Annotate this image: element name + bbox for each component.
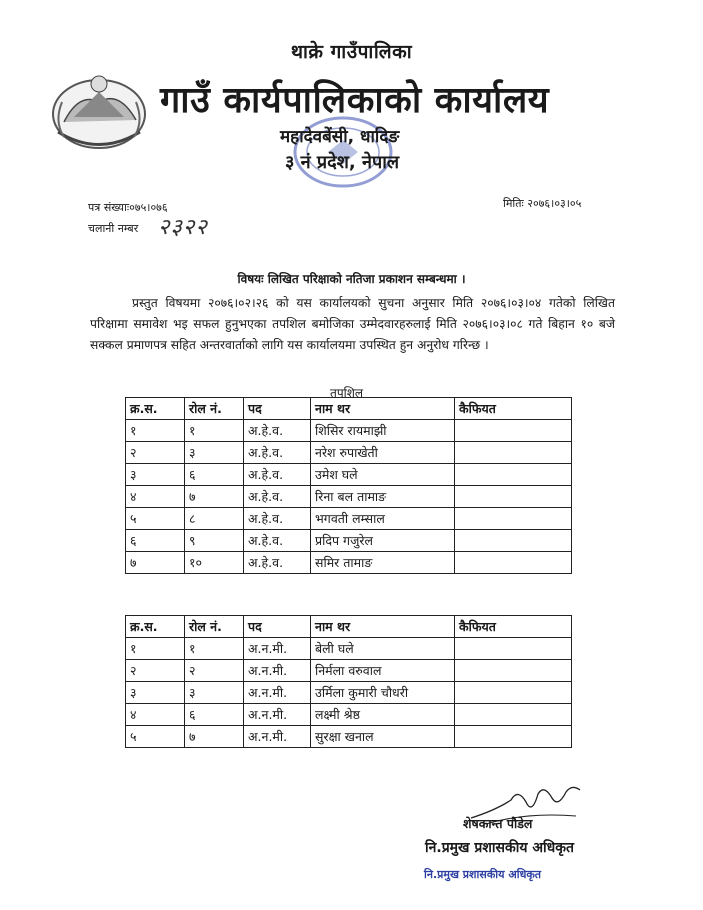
cell-remarks <box>455 420 572 442</box>
table-row <box>126 552 572 574</box>
cell-remarks <box>455 464 572 486</box>
cell-roll: १ <box>185 638 244 660</box>
cell-post: अ.न.मी. <box>244 704 311 726</box>
col-roll: रोल नं. <box>185 398 244 420</box>
cell-roll: ८ <box>185 508 244 530</box>
cell-post: अ.न.मी. <box>244 660 311 682</box>
table-row <box>126 464 572 486</box>
cell-name: समिर तामाङ <box>311 552 455 574</box>
cell-serial: ३ <box>126 464 185 486</box>
col-remarks: कैफियत <box>455 398 572 420</box>
signatory-title: नि.प्रमुख प्रशासकीय अधिकृत <box>425 840 574 856</box>
table-row <box>126 704 572 726</box>
table-row <box>126 442 572 464</box>
table-row <box>126 660 572 682</box>
table-caption: तपशिल <box>330 386 364 400</box>
cell-serial: १ <box>126 638 185 660</box>
cell-post: अ.हे.व. <box>244 442 311 464</box>
cell-serial: ६ <box>126 530 185 552</box>
cell-name: सुरक्षा खनाल <box>311 726 455 748</box>
cell-serial: ५ <box>126 726 185 748</box>
table-row <box>126 638 572 660</box>
municipality-name: थाक्रे गाउँपालिका <box>290 41 413 63</box>
cell-roll: ३ <box>185 682 244 704</box>
cell-name: शिसिर रायमाझी <box>311 420 455 442</box>
cell-post: अ.न.मी. <box>244 682 311 704</box>
cell-remarks <box>455 530 572 552</box>
cell-roll: ७ <box>185 726 244 748</box>
cell-roll: ७ <box>185 486 244 508</box>
table-header-row <box>126 616 572 638</box>
letter-number: पत्र संख्याः०७५।०७६ <box>88 201 168 214</box>
cell-roll: ६ <box>185 704 244 726</box>
cell-remarks <box>455 660 572 682</box>
results-table-ahew <box>125 397 572 574</box>
cell-name: प्रदिप गजुरेल <box>311 530 455 552</box>
cell-serial: १ <box>126 420 185 442</box>
table-header-row <box>126 398 572 420</box>
cell-roll: १० <box>185 552 244 574</box>
cell-remarks <box>455 704 572 726</box>
cell-name: निर्मला वरुवाल <box>311 660 455 682</box>
cell-roll: ६ <box>185 464 244 486</box>
table-row <box>126 420 572 442</box>
cell-remarks <box>455 486 572 508</box>
nepal-emblem-icon <box>44 62 154 152</box>
cell-post: अ.हे.व. <box>244 530 311 552</box>
table-row <box>126 530 572 552</box>
signatory-stamp: नि.प्रमुख प्रशासकीय अधिकृत <box>424 868 542 881</box>
cell-name: रिना बल तामाङ <box>311 486 455 508</box>
col-serial: क्र.स. <box>126 398 185 420</box>
date: मितिः २०७६।०३।०५ <box>503 197 582 210</box>
cell-name: उमेश घले <box>311 464 455 486</box>
cell-serial: ४ <box>126 486 185 508</box>
cell-serial: ७ <box>126 552 185 574</box>
cell-remarks <box>455 726 572 748</box>
cell-roll: १ <box>185 420 244 442</box>
col-name: नाम थर <box>311 616 455 638</box>
cell-post: अ.हे.व. <box>244 508 311 530</box>
cell-remarks <box>455 682 572 704</box>
subject-line: विषयः लिखित परिक्षाको नतिजा प्रकाशन सम्बन्धमा । <box>237 272 466 286</box>
cell-roll: ३ <box>185 442 244 464</box>
signatory-name: शेषकान्त पौडेल <box>463 816 533 831</box>
cell-serial: ५ <box>126 508 185 530</box>
cell-post: अ.हे.व. <box>244 464 311 486</box>
cell-post: अ.न.मी. <box>244 638 311 660</box>
table-row <box>126 508 572 530</box>
cell-name: लक्ष्मी श्रेष्ठ <box>311 704 455 726</box>
col-post: पद <box>244 616 311 638</box>
table-row <box>126 726 572 748</box>
table-row <box>126 486 572 508</box>
dispatch-number-handwritten: २३२२ <box>158 215 208 240</box>
office-address: महादेवबेंसी, धादिङ <box>280 127 400 147</box>
results-table-anm <box>125 615 572 748</box>
cell-post: अ.हे.व. <box>244 420 311 442</box>
col-serial: क्र.स. <box>126 616 185 638</box>
cell-serial: ४ <box>126 704 185 726</box>
col-post: पद <box>244 398 311 420</box>
cell-name: उर्मिला कुमारी चौधरी <box>311 682 455 704</box>
cell-serial: २ <box>126 442 185 464</box>
cell-remarks <box>455 508 572 530</box>
cell-name: भगवती लम्साल <box>311 508 455 530</box>
dispatch-number-label: चलानी नम्बर <box>88 222 139 235</box>
col-name: नाम थर <box>311 398 455 420</box>
cell-remarks <box>455 442 572 464</box>
cell-serial: ३ <box>126 682 185 704</box>
cell-remarks <box>455 552 572 574</box>
cell-remarks <box>455 638 572 660</box>
cell-name: नरेश रुपाखेती <box>311 442 455 464</box>
office-title: गाउँ कार्यपालिकाको कार्यालय <box>160 80 550 121</box>
table-row <box>126 682 572 704</box>
notice-body: प्रस्तुत विषयमा २०७६।०२।२६ को यस कार्यालयको सुचना अनुसार मिति २०७६।०३।०४ गतेको लिखित परिक्षामा समावेश भइ सफल हुनुभएका तपशिल बमोजिका उम्मेदवारहरुलाई मिति २०७६।०३।०८ गते बिहान १० बजे सक्कल प्रमाणपत्र सहित अन्तरवार्ताको लागि यस कार्यालयमा उपस्थित हुन अनुरोध गरिन्छ । <box>90 296 615 352</box>
col-remarks: कैफियत <box>455 616 572 638</box>
col-roll: रोल नं. <box>185 616 244 638</box>
cell-post: अ.न.मी. <box>244 726 311 748</box>
cell-serial: २ <box>126 660 185 682</box>
cell-name: बेली घले <box>311 638 455 660</box>
cell-post: अ.हे.व. <box>244 486 311 508</box>
province-line: ३ नं प्रदेश, नेपाल <box>285 152 400 173</box>
cell-roll: ९ <box>185 530 244 552</box>
cell-roll: २ <box>185 660 244 682</box>
cell-post: अ.हे.व. <box>244 552 311 574</box>
